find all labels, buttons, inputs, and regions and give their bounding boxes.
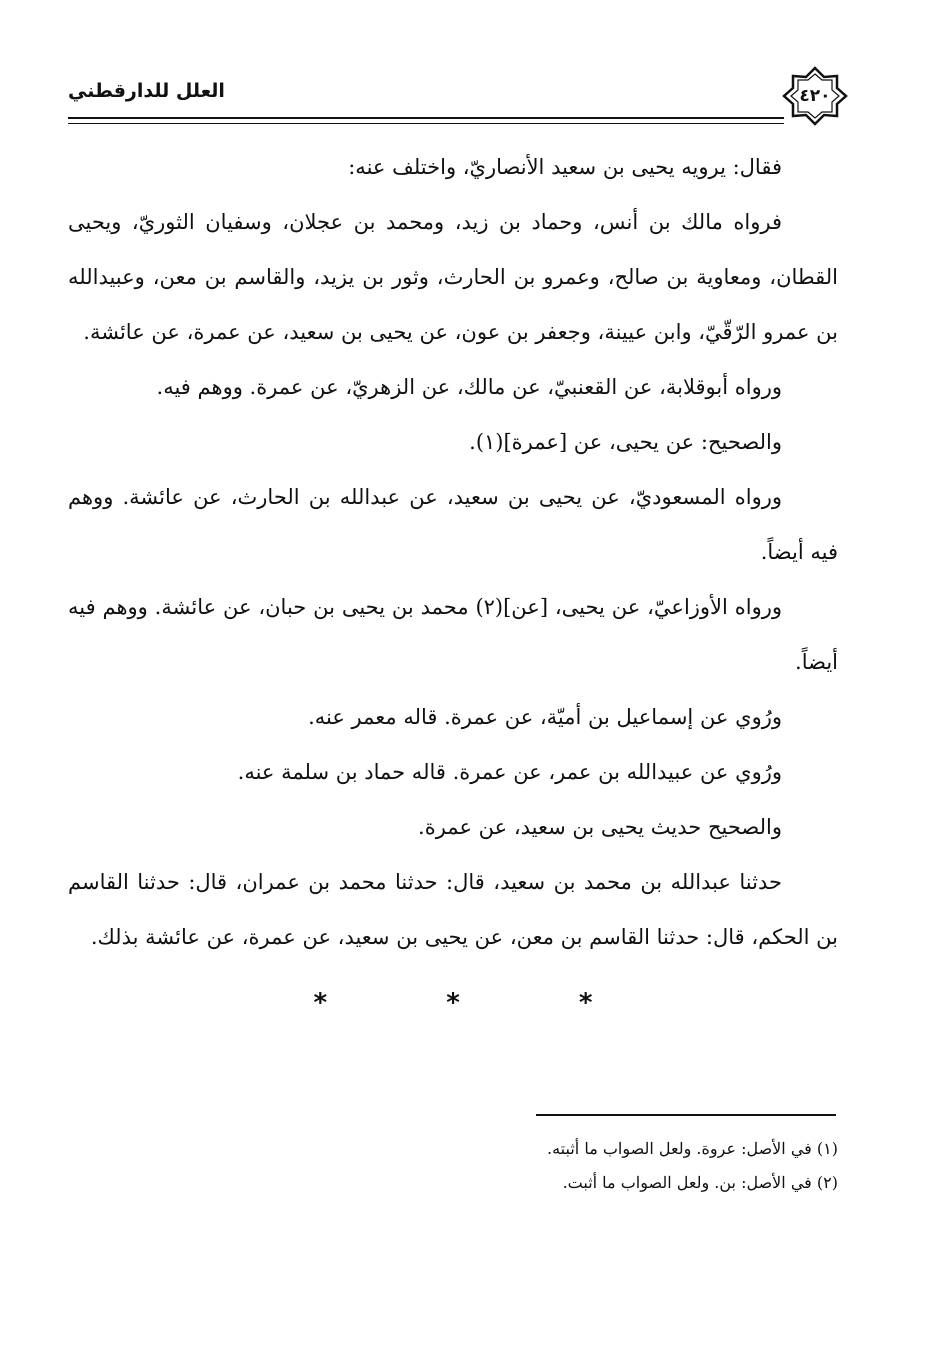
page-number: ٤٢٠ [799, 86, 831, 106]
footnote: (٢) في الأصل: بن. ولعل الصواب ما أثبت. [562, 1173, 838, 1192]
paragraph: والصحيح حديث يحيى بن سعيد، عن عمرة. [418, 815, 782, 839]
paragraph: ورواه المسعوديّ، عن يحيى بن سعيد، عن عبدالله بن الحارث، عن عائشة. ووهم فيه أيضاً. [68, 485, 838, 564]
page-body [68, 140, 838, 1033]
footnote-rule [536, 1114, 836, 1116]
footnotes [68, 1132, 838, 1200]
paragraph: ورُوي عن عبيدالله بن عمر، عن عمرة. قاله حماد بن سلمة عنه. [237, 760, 782, 784]
book-title: العلل للدارقطني [68, 80, 225, 102]
page-number-badge [782, 66, 848, 126]
header-rule-top [68, 117, 784, 119]
paragraph: ورواه الأوزاعيّ، عن يحيى، [عن](٢) محمد بن يحيى بن حبان، عن عائشة. ووهم فيه أيضاً. [68, 595, 838, 674]
paragraph: فرواه مالك بن أنس، وحماد بن زيد، ومحمد بن عجلان، وسفيان الثوريّ، ويحيى القطان، ومعاوية بن صالح، وعمرو بن الحارث، وثور بن يزيد، والقاسم بن معن، وعبيدالله بن عمرو الرّقّيّ، وابن عيينة، وجعفر بن عون، عن يحيى بن سعيد، عن عمرة، عن عائشة. [68, 210, 838, 344]
section-separator: * * * [313, 988, 648, 1018]
header-rule-bottom [68, 123, 784, 124]
paragraph: فقال: يرويه يحيى بن سعيد الأنصاريّ، واختلف عنه: [348, 155, 782, 179]
paragraph: والصحيح: عن يحيى، عن [عمرة](١). [469, 430, 782, 454]
paragraph: ورُوي عن إسماعيل بن أميّة، عن عمرة. قاله معمر عنه. [308, 705, 782, 729]
footnote: (١) في الأصل: عروة. ولعل الصواب ما أثبته. [547, 1139, 838, 1158]
paragraph: ورواه أبوقلابة، عن القعنبيّ، عن مالك، عن الزهريّ، عن عمرة. ووهم فيه. [156, 375, 782, 399]
paragraph: حدثنا عبدالله بن محمد بن سعيد، قال: حدثنا محمد بن عمران، قال: حدثنا القاسم بن الحكم، قال: حدثنا القاسم بن معن، عن يحيى بن سعيد، عن عمرة، عن عائشة بذلك. [68, 870, 838, 949]
